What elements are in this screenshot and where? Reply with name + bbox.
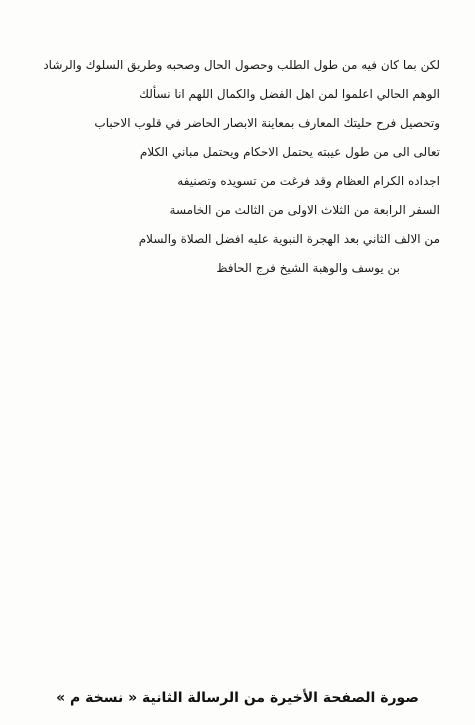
page-caption: صورة الصفحة الأخيرة من الرسالة الثانية « نسخة م » xyxy=(56,690,419,706)
manuscript-line: بن يوسف والوهبة الشيخ فرج الحافظ xyxy=(216,261,400,275)
manuscript-line: الوهم الحالي اعلموا لمن اهل الفضل والكمال اللهم انا نسألك xyxy=(139,87,440,101)
manuscript-line: تعالى الى من طول عيبته يحتمل الاحكام ويحتمل مباني الكلام xyxy=(139,145,440,159)
manuscript-line: اجداده الكرام العظام وقد فرغت من تسويده وتصنيفه xyxy=(177,174,440,188)
manuscript-text-block xyxy=(40,52,440,292)
manuscript-line: من الالف الثاني بعد الهجرة النبوية عليه افضل الصلاة والسلام xyxy=(138,232,440,246)
manuscript-line: وتحصيل فرح حليتك المعارف بمعاينة الابصار الحاضر في قلوب الاحباب xyxy=(94,116,440,130)
manuscript-line: السفر الرابعة من الثلاث الاولى من الثالث من الخامسة xyxy=(169,203,440,217)
manuscript-line: لكن بما كان فيه من طول الطلب وحصول الحال وصحبه وطريق السلوك والرشاد xyxy=(43,58,440,72)
